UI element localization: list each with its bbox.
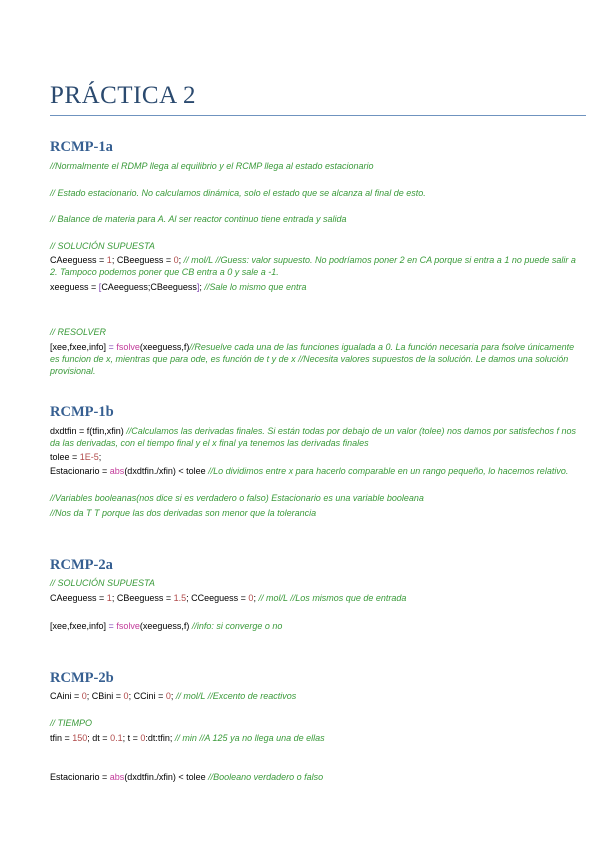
number-literal: 1.5 <box>173 593 187 603</box>
inline-comment: //Booleano verdadero o falso <box>208 772 324 782</box>
code-text: (dxdtfin./xfin) < tolee <box>124 772 209 782</box>
code-text: ; CCeeguess = <box>186 593 249 603</box>
number-literal: 150 <box>72 733 88 743</box>
function-name: abs <box>109 772 125 782</box>
number-literal: 0 <box>165 691 171 701</box>
section-heading-rcmp-2a: RCMP-2a <box>50 557 113 573</box>
comment-line: // SOLUCIÓN SUPUESTA <box>50 578 155 588</box>
comment-line: // Balance de materia para A. Al ser reactor continuo tiene entrada y salida <box>50 214 347 224</box>
code-text: (dxdtfin./xfin) < tolee <box>124 466 209 476</box>
number-literal: 1 <box>106 593 112 603</box>
number-literal: 0 <box>248 593 254 603</box>
operator: = <box>106 621 117 631</box>
bracket: ] <box>196 282 200 292</box>
code-text: dxdtfin = f(tfin,xfin) <box>50 426 127 436</box>
code-text: CAeeguess;CBeeguess <box>101 282 197 292</box>
code-text: ; <box>170 691 176 701</box>
code-line <box>50 732 580 744</box>
code-text: ; CCini = <box>128 691 166 701</box>
comment-line: //Variables booleanas(nos dice si es verdadero o falso) Estacionario es una variable booleana <box>50 493 424 503</box>
code-text: ; <box>178 255 184 265</box>
code-line <box>50 451 580 463</box>
page-title: PRÁCTICA 2 <box>50 82 197 109</box>
code-text: [xee,fxee,info] <box>50 621 107 631</box>
inline-comment: //Lo dividimos entre x para hacerlo comparable en un rango pequeño, lo hacemos relativo. <box>208 466 569 476</box>
comment-line: //Normalmente el RDMP llega al equilibrio y el RCMP llega al estado estacionario <box>50 161 374 171</box>
code-text: ; <box>253 593 259 603</box>
code-text: Estacionario = <box>50 772 110 782</box>
comment-line: // RESOLVER <box>50 327 107 337</box>
code-text: ; <box>98 452 102 462</box>
function-name: fsolve <box>116 621 140 631</box>
code-line <box>50 620 580 632</box>
code-line <box>50 771 580 783</box>
number-literal: 0 <box>81 691 87 701</box>
code-text: CAeeguess = <box>50 593 107 603</box>
section-heading-rcmp-2b: RCMP-2b <box>50 670 114 686</box>
code-text: ; CBeeguess = <box>111 255 174 265</box>
inline-comment: //Calculamos las derivadas finales. Si están todas por debajo de un valor (tolee) nos damos por satisfechos f nos da las derivadas, con el tiempo final y el x final ya tenemos las derivadas finales <box>50 426 577 448</box>
code-line <box>50 281 580 293</box>
inline-comment: // mol/L //Los mismos que de entrada <box>258 593 407 603</box>
comment-line: // TIEMPO <box>50 718 93 728</box>
inline-comment: // mol/L //Excento de reactivos <box>175 691 297 701</box>
number-literal: 0 <box>123 691 129 701</box>
code-line <box>50 690 580 702</box>
inline-comment: // mol/L //Guess: valor supuesto. No podríamos poner 2 en CA porque si entra a 1 no puede salir a 2. Tampoco podemos poner que CB entra a 0 y sale a -1. <box>50 255 576 277</box>
number-literal: 0 <box>173 255 179 265</box>
code-text: CAeeguess = <box>50 255 107 265</box>
code-text: tolee = <box>50 452 80 462</box>
code-line <box>50 254 580 278</box>
number-literal: 0.1 <box>110 733 123 743</box>
section-heading-rcmp-1a: RCMP-1a <box>50 139 113 155</box>
inline-comment: // min //A 125 ya no llega una de ellas <box>174 733 325 743</box>
code-text: ; CBini = <box>86 691 124 701</box>
section-heading-rcmp-1b: RCMP-1b <box>50 404 114 420</box>
inline-comment: //Resuelve cada una de las funciones igualada a 0. La función necesaria para fsolve únicamente es funcion de x, mientras que para ode, es función de t y de x //Necesita valores supuestos de la solución. Le damos una solución provisional. <box>50 342 575 376</box>
code-text: Estacionario = <box>50 466 110 476</box>
inline-comment: //Sale lo mismo que entra <box>204 282 307 292</box>
code-line <box>50 341 580 377</box>
code-text: (xeeguess,f) <box>139 621 192 631</box>
comment-line: //Nos da T T porque las dos derivadas son menor que la tolerancia <box>50 508 317 518</box>
code-text: (xeeguess,f) <box>139 342 190 352</box>
comment-line: // Estado estacionario. No calculamos dinámica, solo el estado que se alcanza al final de esto. <box>50 188 426 198</box>
code-text: ; <box>199 282 205 292</box>
code-text: ; dt = <box>87 733 111 743</box>
code-line <box>50 425 580 449</box>
code-text: ; CBeeguess = <box>111 593 174 603</box>
number-literal: 1 <box>106 255 112 265</box>
code-line <box>50 465 580 477</box>
comment-line: // SOLUCIÓN SUPUESTA <box>50 241 155 251</box>
code-text: xeeguess = <box>50 282 99 292</box>
number-literal: 1E-5 <box>79 452 99 462</box>
code-line <box>50 592 580 604</box>
number-literal: 0 <box>140 733 146 743</box>
code-text: [xee,fxee,info] <box>50 342 107 352</box>
function-name: fsolve <box>116 342 140 352</box>
bracket: [ <box>98 282 102 292</box>
title-underline <box>50 115 586 116</box>
code-text: tfin = <box>50 733 73 743</box>
inline-comment: //info: si converge o no <box>191 621 283 631</box>
code-text: ; t = <box>122 733 141 743</box>
code-text: :dt:tfin; <box>145 733 175 743</box>
function-name: abs <box>109 466 125 476</box>
code-text: CAini = <box>50 691 82 701</box>
operator: = <box>106 342 117 352</box>
